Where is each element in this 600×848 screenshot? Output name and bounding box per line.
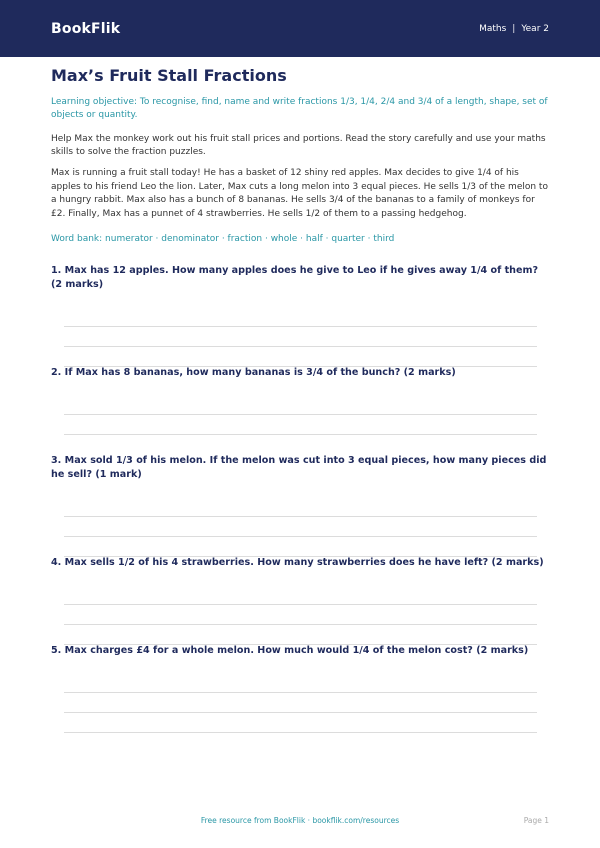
- answer-line[interactable]: [64, 536, 537, 537]
- question-1: 1. Max has 12 apples. How many apples does he give to Leo if he gives away 1/4 of them? (2 marks): [51, 265, 539, 290]
- footer-link[interactable]: Free resource from BookFlik · bookflik.com/resources: [200, 816, 400, 825]
- answer-line[interactable]: [64, 326, 537, 327]
- answer-line[interactable]: [64, 692, 537, 693]
- page-header: [0, 0, 600, 57]
- learning-objective: Learning objective: To recognise, find, name and write fractions 1/3, 1/4, 2/4 and 3/4 of a length, shape, set of objects or quantity.: [51, 97, 548, 120]
- answer-line[interactable]: [64, 434, 537, 435]
- answer-line[interactable]: [64, 414, 537, 415]
- answer-line[interactable]: [64, 712, 537, 713]
- page-footer: [0, 816, 600, 828]
- page-title: Max’s Fruit Stall Fractions: [51, 66, 287, 85]
- meta-separator: |: [512, 23, 516, 34]
- question-3: 3. Max sold 1/3 of his melon. If the melon was cut into 3 equal pieces, how many pieces did he sell? (1 mark): [51, 455, 547, 480]
- year-label: Year 2: [521, 23, 549, 34]
- word-bank: Word bank: numerator · denominator · fraction · whole · half · quarter · third: [51, 234, 395, 244]
- question-4: 4. Max sells 1/2 of his 4 strawberries. How many strawberries does he have left? (2 marks): [51, 557, 544, 568]
- answer-line[interactable]: [64, 732, 537, 733]
- story-paragraph: Max is running a fruit stall today! He has a basket of 12 shiny red apples. Max decides to give 1/4 of his apples to his friend Leo the lion. Later, Max cuts a long melon into 3 equal pieces. He sells 1/3 of the melon to a hungry rabbit. Max also has a bunch of 8 bananas. He sells 3/4 of the bananas to a family of monkeys for £2. Finally, Max has a punnet of 4 strawberries. He sells 1/2 of them to a passing hedgehog.: [51, 168, 548, 219]
- question-5: 5. Max charges £4 for a whole melon. How much would 1/4 of the melon cost? (2 marks): [51, 645, 529, 656]
- intro-paragraph: Help Max the monkey work out his fruit stall prices and portions. Read the story carefully and use your maths skills to solve the fraction puzzles.: [51, 134, 546, 157]
- answer-line[interactable]: [64, 604, 537, 605]
- question-2: 2. If Max has 8 bananas, how many bananas is 3/4 of the bunch? (2 marks): [51, 367, 456, 378]
- header-meta: [479, 24, 549, 34]
- subject-label: Maths: [479, 23, 507, 34]
- brand-logo: BookFlik: [51, 20, 121, 37]
- page-number: Page 1: [523, 816, 549, 825]
- answer-line[interactable]: [64, 346, 537, 347]
- answer-line[interactable]: [64, 516, 537, 517]
- answer-line[interactable]: [64, 624, 537, 625]
